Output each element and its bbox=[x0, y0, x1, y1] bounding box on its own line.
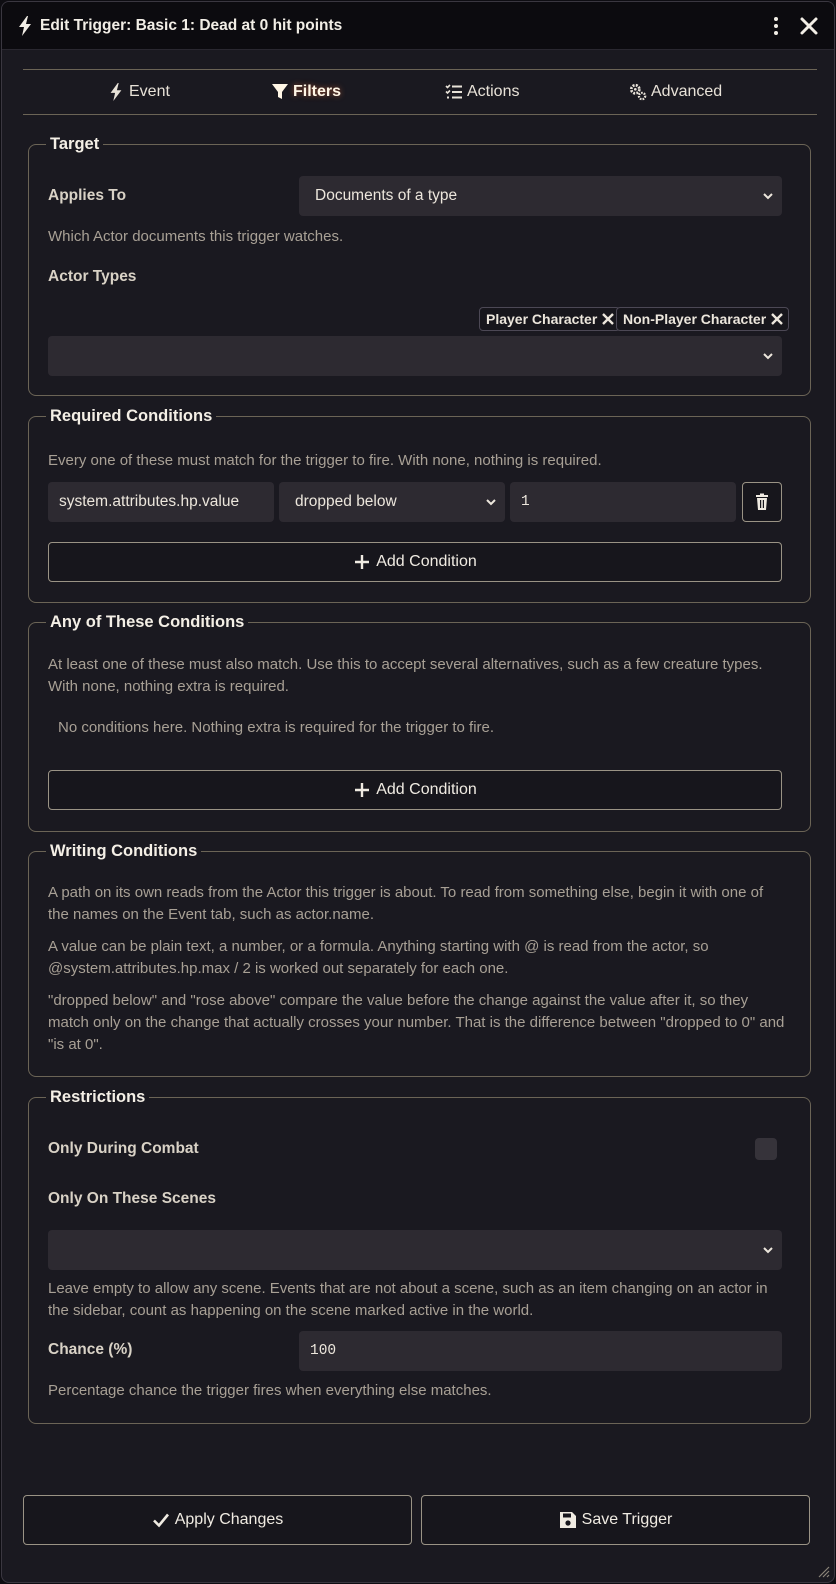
tab-event-label: Event bbox=[129, 83, 170, 100]
chevron-down-icon bbox=[762, 1244, 774, 1256]
writing-paragraph: "dropped below" and "rose above" compare the value before the change against the value after it, so they match only on the change that actually crosses your number. That is the difference between "dropped to 0" and "is at 0". bbox=[48, 992, 785, 1053]
title-bar[interactable] bbox=[2, 2, 834, 50]
vertical-ellipsis-icon[interactable] bbox=[766, 14, 786, 38]
check-icon bbox=[152, 1511, 170, 1529]
tab-advanced-label: Advanced bbox=[651, 83, 723, 100]
save-trigger-button[interactable] bbox=[421, 1495, 810, 1545]
actor-types-label: Actor Types bbox=[48, 268, 137, 285]
list-check-icon bbox=[445, 83, 463, 101]
scenes-hint: Leave empty to allow any scene. Events that are not about a scene, such as an item changing on an actor in the sidebar, count as happening on the scene marked active in the world. bbox=[48, 1280, 768, 1319]
restrictions-legend: Restrictions bbox=[50, 1088, 146, 1106]
save-trigger-label: Save Trigger bbox=[581, 1511, 673, 1528]
trash-icon bbox=[753, 493, 771, 511]
actor-type-tag bbox=[616, 307, 789, 331]
actor-type-tag-label: Non-Player Character bbox=[623, 311, 767, 327]
chevron-down-icon bbox=[762, 350, 774, 362]
writing-paragraph: A path on its own reads from the Actor this trigger is about. To read from something else, begin it with one of the names on the Event tab, such as actor.name. bbox=[48, 884, 764, 923]
required-conditions-legend: Required Conditions bbox=[50, 407, 213, 425]
any-conditions-hint: At least one of these must also match. Use this to accept several alternatives, such as a few creature types. With none, nothing extra is required. bbox=[48, 656, 763, 695]
filter-icon bbox=[271, 83, 289, 101]
tab-advanced[interactable] bbox=[629, 70, 722, 114]
target-legend: Target bbox=[50, 135, 100, 153]
add-required-condition-button[interactable] bbox=[48, 542, 782, 582]
only-on-scenes-label: Only On These Scenes bbox=[48, 1190, 216, 1207]
condition-path-input[interactable] bbox=[48, 482, 274, 522]
apply-changes-button[interactable] bbox=[23, 1495, 412, 1545]
any-conditions-empty: No conditions here. Nothing extra is required for the trigger to fire. bbox=[58, 719, 495, 736]
chance-label: Chance (%) bbox=[48, 1341, 133, 1358]
bolt-icon bbox=[16, 16, 34, 36]
chance-input[interactable] bbox=[299, 1331, 782, 1371]
any-conditions-legend: Any of These Conditions bbox=[50, 613, 245, 631]
plus-icon bbox=[353, 553, 371, 571]
writing-conditions-legend: Writing Conditions bbox=[50, 842, 198, 860]
tab-actions-label: Actions bbox=[467, 83, 520, 100]
condition-value: 1 bbox=[521, 494, 530, 510]
remove-tag-icon[interactable] bbox=[770, 312, 784, 326]
applies-to-label: Applies To bbox=[48, 187, 127, 204]
condition-path-value: system.attributes.hp.value bbox=[59, 493, 240, 510]
gears-icon bbox=[629, 83, 647, 101]
add-condition-label: Add Condition bbox=[376, 781, 477, 798]
chance-value: 100 bbox=[310, 1343, 337, 1359]
window-title: Edit Trigger: Basic 1: Dead at 0 hit points bbox=[40, 16, 343, 34]
add-any-condition-button[interactable] bbox=[48, 770, 782, 810]
close-icon[interactable] bbox=[798, 15, 820, 37]
writing-paragraph: A value can be plain text, a number, or a formula. Anything starting with @ is read from the actor, so @system.attributes.hp.max / 2 is worked out separately for each one. bbox=[48, 938, 709, 977]
applies-to-select[interactable] bbox=[299, 176, 782, 216]
condition-operator-value: dropped below bbox=[295, 493, 397, 510]
tab-filters-label: Filters bbox=[293, 83, 342, 100]
chance-hint: Percentage chance the trigger fires when everything else matches. bbox=[48, 1382, 492, 1399]
chevron-down-icon bbox=[485, 496, 497, 508]
tab-actions[interactable] bbox=[445, 70, 519, 114]
floppy-disk-icon bbox=[559, 1511, 577, 1529]
tab-bar bbox=[23, 69, 817, 115]
scenes-select[interactable] bbox=[48, 1230, 782, 1270]
chevron-down-icon bbox=[762, 190, 774, 202]
plus-icon bbox=[353, 781, 371, 799]
add-condition-label: Add Condition bbox=[376, 553, 477, 570]
actor-type-tag bbox=[479, 307, 620, 331]
applies-to-hint: Which Actor documents this trigger watches. bbox=[48, 228, 344, 245]
condition-operator-select[interactable] bbox=[279, 482, 505, 522]
bolt-icon bbox=[107, 83, 125, 101]
only-during-combat-checkbox[interactable] bbox=[755, 1138, 777, 1160]
applies-to-value: Documents of a type bbox=[315, 187, 458, 204]
condition-value-input[interactable] bbox=[510, 482, 736, 522]
resize-handle-icon[interactable] bbox=[816, 1564, 830, 1578]
delete-condition-button[interactable] bbox=[742, 482, 782, 522]
apply-changes-label: Apply Changes bbox=[174, 1511, 284, 1528]
edit-trigger-window bbox=[1, 1, 835, 1583]
tab-filters[interactable] bbox=[271, 70, 341, 114]
actor-type-tag-label: Player Character bbox=[486, 311, 598, 327]
actor-types-select[interactable] bbox=[48, 336, 782, 376]
remove-tag-icon[interactable] bbox=[601, 312, 615, 326]
only-during-combat-label: Only During Combat bbox=[48, 1140, 199, 1157]
required-conditions-hint: Every one of these must match for the trigger to fire. With none, nothing is required. bbox=[48, 452, 602, 469]
tab-event[interactable] bbox=[107, 70, 170, 114]
